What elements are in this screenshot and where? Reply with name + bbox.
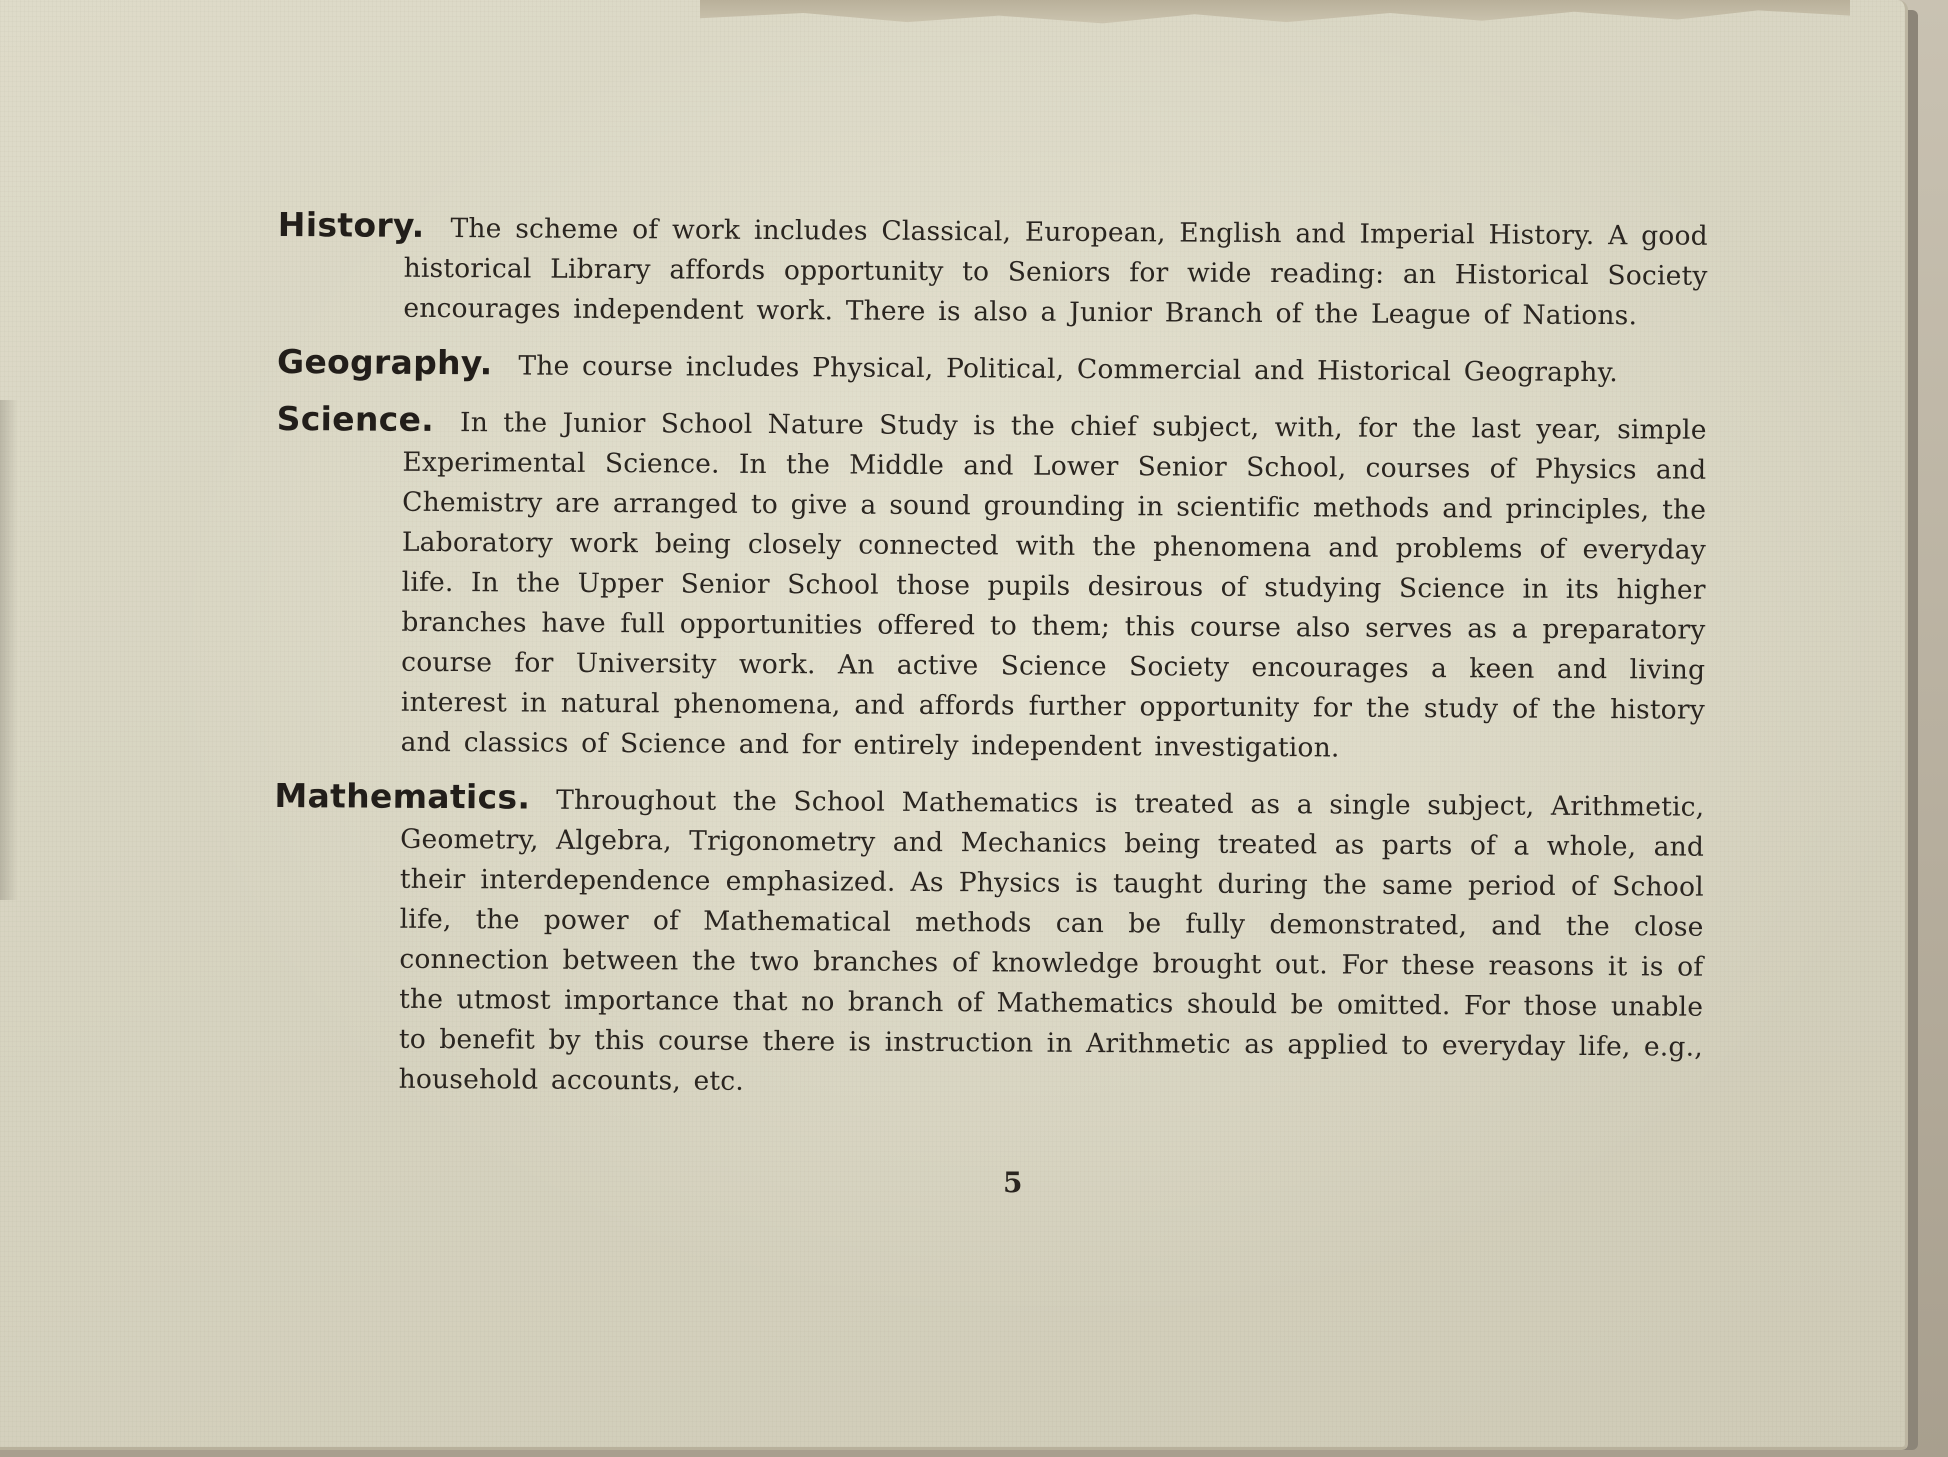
page-fold [0,400,18,900]
geography-text: The course includes Physical, Political, Commercial and Historical Geography. [518,350,1619,389]
section-geography [277,342,1707,394]
science-text: In the Junior School Nature Study is the chief subject, with, for the last year, simple Experimental Science. In the Middle and Lower Senior School, courses of Physics and Chemistry are arranged to give a sound grounding in scientific methods and principles, the Laboratory work being closely connected with the phenomena and problems of everyday life. In the Upper Senior School those pupils desirous of studying Science in its higher branches have full opportunities offered to them; this course also serves as a preparatory course for University work. An active Science Society encourages a keen and living interest in natural phenomena, and affords further opportunity for the study of the history and classics of Science and for entirely independent investigation. [400,407,1707,764]
history-text: The scheme of work includes Classical, European, English and Imperial History. A good historical Library affords opportunity to Seniors for wide reading: an Historical Society encourages independent work. There is also a Junior Branch of the League of Nations. [403,213,1708,332]
geography-heading: Geography. [276,341,493,383]
geography-paragraph [277,342,1707,394]
mathematics-text: Throughout the School Mathematics is treated as a single subject, Arithmetic, Geometry, Algebra, Trigonometry and Mechanics being treated as parts of a whole, and their interdependence emphasized. As Physics is taught during the same period of School life, the power of Mathematical methods can be fully demonstrated, and the close connection between the two branches of knowledge brought out. For these reasons it is of the utmost importance that no branch of Mathematics should be omitted. For those unable to benefit by this course there is instruction in Arithmetic as applied to everyday life, e.g., household accounts, etc. [398,784,1705,1097]
history-paragraph [277,205,1708,337]
section-science [275,399,1707,771]
page-body [272,205,1708,1122]
science-heading: Science. [276,398,435,439]
history-heading: History. [277,205,425,245]
section-mathematics [273,776,1705,1108]
page-number: 5 [1003,1166,1023,1199]
science-paragraph [275,399,1707,771]
torn-top-edge [700,0,1850,26]
section-history [277,205,1708,337]
mathematics-heading: Mathematics. [274,775,531,817]
mathematics-paragraph [273,776,1705,1108]
